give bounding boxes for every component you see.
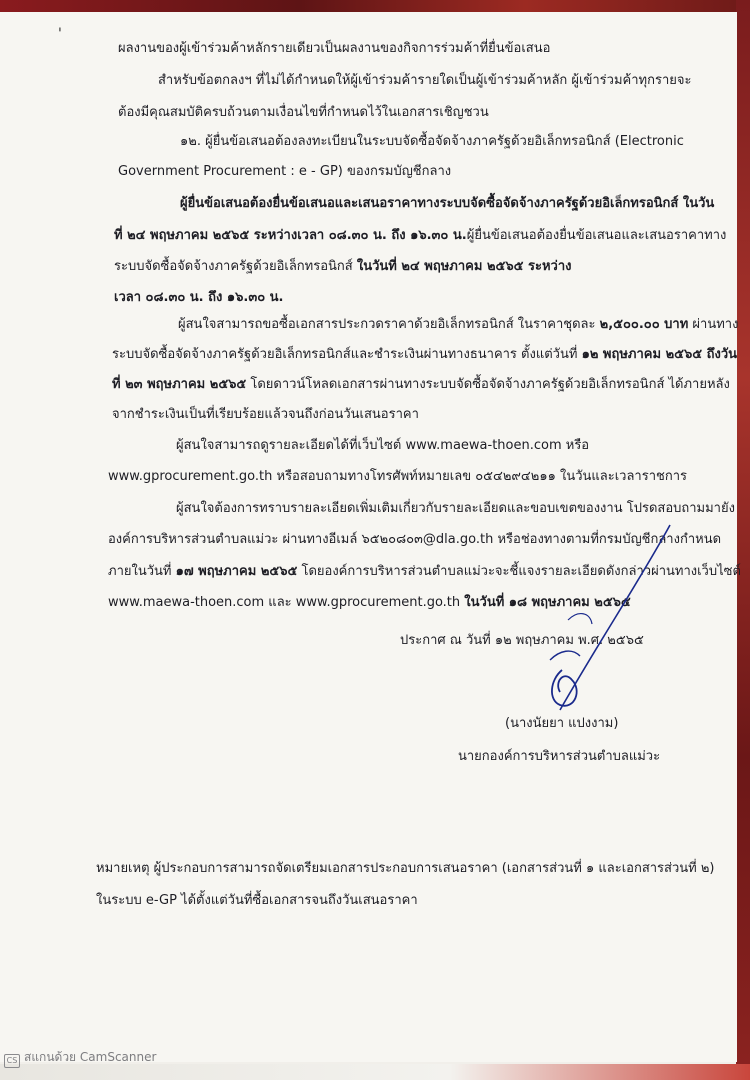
text: ระบบจัดซื้อจัดจ้างภาครัฐด้วยอิเล็กทรอนิกส์และชำระเงินผ่านทางธนาคาร ตั้งแต่วันที่ (112, 347, 582, 362)
bold-text: ๑๗ พฤษภาคม ๒๕๖๕ (175, 564, 298, 579)
body-line (118, 40, 550, 58)
bold-text: ๒,๕๐๐.๐๐ บาท (599, 317, 689, 332)
text: ผ่านทาง (688, 317, 739, 332)
page-right-edge (736, 0, 750, 1080)
text: ผู้สนใจสามารถดูรายละเอียดได้ที่เว็บไซต์ www.maewa-thoen.com หรือ (176, 438, 590, 453)
text: โดยองค์การบริหารส่วนตำบลแม่วะจะชี้แจงรายละเอียดดังกล่าวผ่านทางเว็บไซต์ (297, 564, 741, 579)
text: ภายในวันที่ (108, 564, 176, 579)
scanner-watermark (4, 1048, 156, 1068)
body-line (114, 227, 726, 245)
bold-text: ที่ ๒๓ พฤษภาคม ๒๕๖๕ (112, 377, 247, 392)
body-line (180, 133, 684, 151)
body-line (112, 406, 419, 424)
bold-text: ผู้ยื่นข้อเสนอต้องยื่นข้อเสนอและเสนอราคาทางระบบจัดซื้อจัดจ้างภาครัฐด้วยอิเล็กทรอนิกส์ ในวัน (180, 196, 715, 211)
body-line (114, 258, 571, 276)
body-line (114, 289, 284, 307)
text: www.gprocurement.go.th หรือสอบถามทางโทรศัพท์หมายเลข ๐๕๔๒๙๔๒๑๑ ในวันและเวลาราชการ (108, 469, 687, 484)
body-line (108, 468, 687, 486)
body-line (158, 72, 691, 90)
bold-text: ที่ ๒๔ พฤษภาคม ๒๕๖๕ ระหว่างเวลา ๐๘.๓๐ น. ถึง ๑๖.๓๐ น. (114, 228, 467, 243)
body-line (118, 104, 489, 122)
text: ผู้สนใจต้องการทราบรายละเอียดเพิ่มเติมเกี่ยวกับรายละเอียดและขอบเขตของงาน โปรดสอบถามมายัง (176, 501, 735, 516)
text: ประกาศ ณ วันที่ ๑๒ พฤษภาคม พ.ศ. ๒๕๖๕ (400, 633, 644, 648)
signature-image (520, 520, 680, 720)
bold-text: เวลา ๐๘.๓๐ น. ถึง ๑๖.๓๐ น. (114, 290, 284, 305)
remark-line (96, 892, 418, 910)
text: โดยดาวน์โหลดเอกสารผ่านทางระบบจัดซื้อจัดจ้างภาครัฐด้วยอิเล็กทรอนิกส์ ได้ภายหลัง (246, 377, 730, 392)
text: หมายเหตุ ผู้ประกอบการสามารถจัดเตรียมเอกสารประกอบการเสนอราคา (เอกสารส่วนที่ ๑ และเอกสารส่วนที่ ๒) (96, 861, 715, 876)
text: www.maewa-thoen.com และ www.gprocurement.go.th (108, 595, 465, 610)
text: ผลงานของผู้เข้าร่วมค้าหลักรายเดียวเป็นผลงานของกิจการร่วมค้าที่ยื่นข้อเสนอ (118, 41, 551, 56)
stray-mark: ' (58, 26, 62, 42)
text: (นางนัยยา แปงงาม) (505, 716, 619, 731)
text: ๑๒. ผู้ยื่นข้อเสนอต้องลงทะเบียนในระบบจัดซื้อจัดจ้างภาครัฐด้วยอิเล็กทรอนิกส์ (Electronic (180, 134, 684, 149)
bold-text: ๑๒ พฤษภาคม ๒๕๖๕ ถึงวัน (581, 347, 738, 362)
text: นายกองค์การบริหารส่วนตำบลแม่วะ (458, 749, 661, 764)
text: ผู้ยื่นข้อเสนอต้องยื่นข้อเสนอและเสนอราคาทาง (466, 228, 727, 243)
watermark-text: สแกนด้วย CamScanner (24, 1050, 157, 1064)
body-line (112, 346, 737, 364)
bold-text: ในวันที่ ๑๘ พฤษภาคม ๒๕๖๕ (464, 595, 631, 610)
signatory-title (458, 748, 660, 766)
body-line (176, 500, 735, 518)
text: ในระบบ e-GP ได้ตั้งแต่วันที่ซื้อเอกสารจนถึงวันเสนอราคา (96, 893, 418, 908)
text: สำหรับข้อตกลงฯ ที่ไม่ได้กำหนดให้ผู้เข้าร่วมค้ารายใดเป็นผู้เข้าร่วมค้าหลัก ผู้เข้าร่วมค้าทุกรายจะ (158, 73, 692, 88)
body-line (118, 163, 451, 181)
remark-line (96, 860, 715, 878)
text: ต้องมีคุณสมบัติครบถ้วนตามเงื่อนไขที่กำหนดไว้ในเอกสารเชิญชวน (118, 105, 489, 120)
bold-text: ในวันที่ ๒๔ พฤษภาคม ๒๕๖๕ ระหว่าง (356, 259, 572, 274)
body-line (180, 195, 714, 213)
text: Government Procurement : e - GP) ของกรมบัญชีกลาง (118, 164, 452, 179)
body-line (112, 376, 730, 394)
body-line (176, 437, 589, 455)
text: จากชำระเงินเป็นที่เรียบร้อยแล้วจนถึงก่อนวันเสนอราคา (112, 407, 419, 422)
text: องค์การบริหารส่วนตำบลแม่วะ ผ่านทางอีเมล์ ๖๕๒๐๘๐๓@dla.go.th หรือช่องทางตามที่กรมบัญชีกลางกำหนด (108, 532, 722, 547)
camscanner-icon: CS (4, 1054, 20, 1068)
text: ผู้สนใจสามารถขอซื้อเอกสารประกวดราคาด้วยอิเล็กทรอนิกส์ ในราคาชุดละ (178, 317, 600, 332)
text: ระบบจัดซื้อจัดจ้างภาครัฐด้วยอิเล็กทรอนิกส์ (114, 259, 357, 274)
body-line (178, 316, 738, 334)
